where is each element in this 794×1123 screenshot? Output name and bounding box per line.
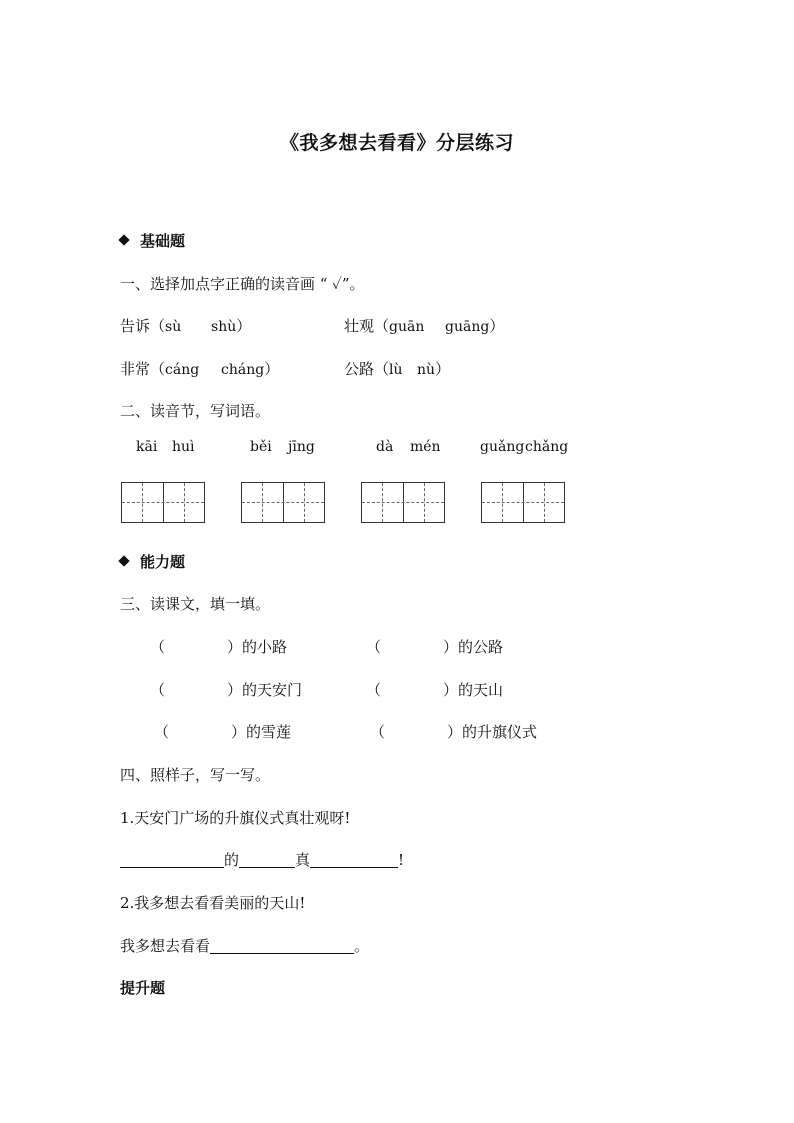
writing-grid[interactable] xyxy=(481,482,565,523)
section-ability xyxy=(120,551,185,572)
answer-line[interactable] xyxy=(210,938,354,954)
q4-answer-1: 的 真 ! xyxy=(120,849,404,870)
writing-grid[interactable] xyxy=(121,482,205,523)
q4-answer-2: 我多想去看看 。 xyxy=(120,937,370,955)
q1-option[interactable]: cáng xyxy=(165,362,200,378)
q1-item-word: 壮观 xyxy=(344,317,375,335)
q1-option[interactable]: guān xyxy=(389,319,425,335)
section-basic-label: 基础题 xyxy=(140,232,186,250)
q3-row-1-left: （ ）的小路 xyxy=(150,638,288,656)
q1-option[interactable]: shù xyxy=(211,319,237,335)
writing-grid[interactable] xyxy=(361,482,445,523)
section-basic xyxy=(120,230,185,251)
page-title: 《我多想去看看》分层练习 xyxy=(279,132,514,154)
q3-row-2-right: （ ）的天山 xyxy=(366,681,504,699)
q2-pinyin-2: běi jīng xyxy=(250,439,315,455)
q3-row-3-left: （ ）的雪莲 xyxy=(154,723,292,741)
q1-option[interactable]: sù xyxy=(165,319,182,335)
q1-item-2: 壮观（guān guāng） xyxy=(344,317,505,335)
q1-prompt: 一、选择加点字正确的读音画 “ ✓”。 xyxy=(120,275,365,293)
q4-prompt: 四、照样子，写一写。 xyxy=(120,766,271,784)
q1-option[interactable]: guāng xyxy=(445,319,490,335)
diamond-bullet-icon xyxy=(118,234,129,245)
q4-example-1: 1.天安门广场的升旗仪式真壮观呀! xyxy=(120,809,351,827)
q2-prompt: 二、读音节，写词语。 xyxy=(120,402,271,420)
q1-option[interactable]: nù xyxy=(417,362,436,378)
section-ability-label: 能力题 xyxy=(140,553,186,571)
q2-pinyin-1: kāi huì xyxy=(136,439,195,455)
q1-option[interactable]: lù xyxy=(389,362,403,378)
q1-item-4: 公路（lù nù） xyxy=(344,360,451,378)
q4-example-2: 2.我多想去看看美丽的天山! xyxy=(120,894,306,912)
q1-item-1: 告诉（sù shù） xyxy=(120,317,252,335)
q3-row-1-right: （ ）的公路 xyxy=(366,638,504,656)
q3-row-2-left: （ ）的天安门 xyxy=(150,681,303,699)
q1-item-3: 非常（cáng cháng） xyxy=(120,360,280,378)
answer-line[interactable] xyxy=(310,852,398,868)
q2-pinyin-3: dà mén xyxy=(376,439,441,455)
q1-item-word: 告诉 xyxy=(120,317,151,335)
q1-option[interactable]: cháng xyxy=(221,362,265,378)
writing-grid[interactable] xyxy=(241,482,325,523)
answer-line[interactable] xyxy=(239,852,295,868)
diamond-bullet-icon xyxy=(118,555,129,566)
q3-row-3-right: （ ）的升旗仪式 xyxy=(370,723,538,741)
answer-line[interactable] xyxy=(120,852,224,868)
q2-pinyin-4: guǎngchǎng xyxy=(480,439,569,455)
q1-item-word: 公路 xyxy=(344,360,375,378)
q1-item-word: 非常 xyxy=(120,360,151,378)
q3-prompt: 三、读课文，填一填。 xyxy=(120,595,271,613)
section-advanced-label: 提升题 xyxy=(120,979,166,997)
